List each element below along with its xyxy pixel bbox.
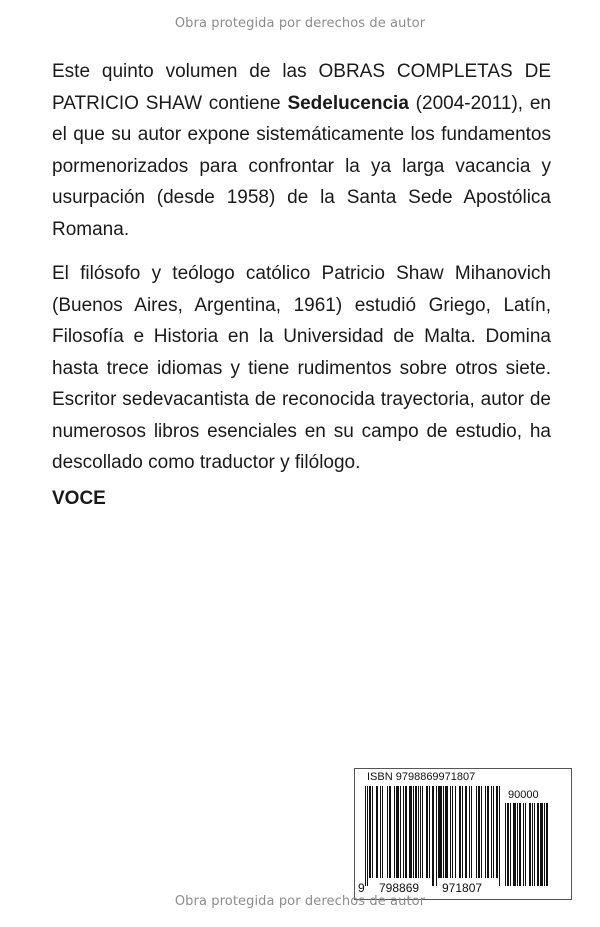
isbn-barcode bbox=[354, 768, 572, 900]
barcode-bar bbox=[367, 786, 368, 886]
barcode-bar bbox=[537, 803, 539, 886]
barcode-bar bbox=[394, 786, 395, 878]
barcode-bar bbox=[507, 803, 509, 886]
barcode-bar bbox=[478, 786, 480, 878]
barcode-bar bbox=[519, 803, 521, 886]
barcode-bar bbox=[452, 786, 453, 878]
barcode-bar bbox=[413, 786, 414, 878]
barcode-bar bbox=[491, 786, 492, 878]
barcode-bar bbox=[450, 786, 451, 878]
barcode-bar bbox=[510, 803, 511, 886]
barcode-bar bbox=[382, 786, 383, 878]
barcode-bar bbox=[438, 786, 442, 878]
barcode-bar bbox=[389, 786, 391, 878]
barcode-bar bbox=[415, 786, 417, 878]
barcode-bars-main bbox=[365, 786, 501, 886]
barcode-bar bbox=[485, 786, 486, 878]
barcode-bar bbox=[534, 803, 535, 886]
barcode-bar bbox=[380, 786, 381, 878]
barcode-bar bbox=[469, 786, 470, 878]
description-text-end: (2004-2011), en el que su autor expone sistemáticamente los fundamentos pormenorizados para confrontar la ya larga vacancia y usurpación (desde 1958) de la Santa Sede Apostólica Romana. bbox=[52, 92, 551, 240]
barcode-digit-lead: 9 bbox=[358, 881, 365, 895]
barcode-bar bbox=[505, 803, 506, 886]
barcode-bar bbox=[396, 786, 399, 878]
barcode-bar bbox=[369, 786, 371, 878]
barcode-bar bbox=[481, 786, 482, 878]
barcode-bar bbox=[540, 803, 543, 886]
author-bio-paragraph: El filósofo y teólogo católico Patricio Shaw Mihanovich (Buenos Aires, Argentina, 1961) estudió Griego, Latín, Filosofía e Historia en la Universidad de Malta. Domina hasta trece idiomas y tiene rudimentos sobre otros siete. Escritor sedevacantista de reconocida trayectoria, autor de numerosos libros esenciales en su campo de estudio, ha descollado como traductor y filólogo. bbox=[52, 263, 551, 473]
barcode-digits-group2: 971807 bbox=[442, 881, 483, 895]
barcode-bar bbox=[409, 786, 412, 878]
barcode-bar bbox=[405, 786, 407, 878]
description-text-start: Este quinto volumen de las OBRAS COMPLETAS DE PATRICIO SHAW contiene bbox=[52, 61, 551, 114]
barcode-bar bbox=[513, 803, 516, 886]
copyright-watermark-top: Obra protegida por derechos de autor bbox=[174, 16, 426, 31]
barcode-bar bbox=[544, 803, 545, 886]
barcode-bar bbox=[426, 786, 428, 878]
barcode-bar bbox=[436, 786, 437, 886]
barcode-bar bbox=[420, 786, 421, 878]
barcode-bar bbox=[546, 803, 548, 886]
barcode-bar bbox=[529, 803, 531, 886]
barcode-bar bbox=[487, 786, 489, 878]
barcode-bar bbox=[387, 786, 388, 878]
barcode-bar bbox=[445, 786, 448, 878]
barcode-bar bbox=[499, 786, 500, 886]
barcode-digits-group1: 798869 bbox=[379, 881, 420, 895]
description-paragraph-1 bbox=[52, 56, 551, 245]
isbn-label: ISBN 9798869971807 bbox=[367, 771, 476, 783]
publisher-name: VOCE bbox=[52, 488, 106, 509]
barcode-bar bbox=[517, 803, 518, 886]
barcode-bar bbox=[523, 803, 524, 886]
barcode-bar bbox=[459, 786, 461, 878]
barcode-bar bbox=[429, 786, 430, 878]
barcode-bar bbox=[525, 803, 526, 886]
barcode-bar bbox=[476, 786, 477, 878]
barcode-bar bbox=[418, 786, 419, 878]
barcode-bar bbox=[493, 786, 494, 878]
barcode-bar bbox=[422, 786, 423, 878]
barcode-bars-addon bbox=[505, 803, 559, 886]
barcode-bar bbox=[462, 786, 463, 878]
barcode-bar bbox=[443, 786, 444, 878]
barcode-bar bbox=[365, 786, 366, 886]
barcode-bar bbox=[532, 803, 533, 886]
barcode-bar bbox=[465, 786, 467, 878]
barcode-bar bbox=[471, 786, 472, 878]
barcode-bar bbox=[432, 786, 434, 886]
barcode-bar bbox=[400, 786, 401, 878]
barcode-bar bbox=[376, 786, 378, 878]
book-title: Sedelucencia bbox=[287, 92, 409, 114]
barcode-bar bbox=[455, 786, 456, 878]
price-code: 90000 bbox=[508, 789, 539, 801]
barcode-bar bbox=[372, 786, 373, 878]
barcode-bar bbox=[496, 786, 498, 878]
copyright-watermark-bottom: Obra protegida por derechos de autor bbox=[174, 894, 426, 909]
barcode-bar bbox=[403, 786, 404, 878]
